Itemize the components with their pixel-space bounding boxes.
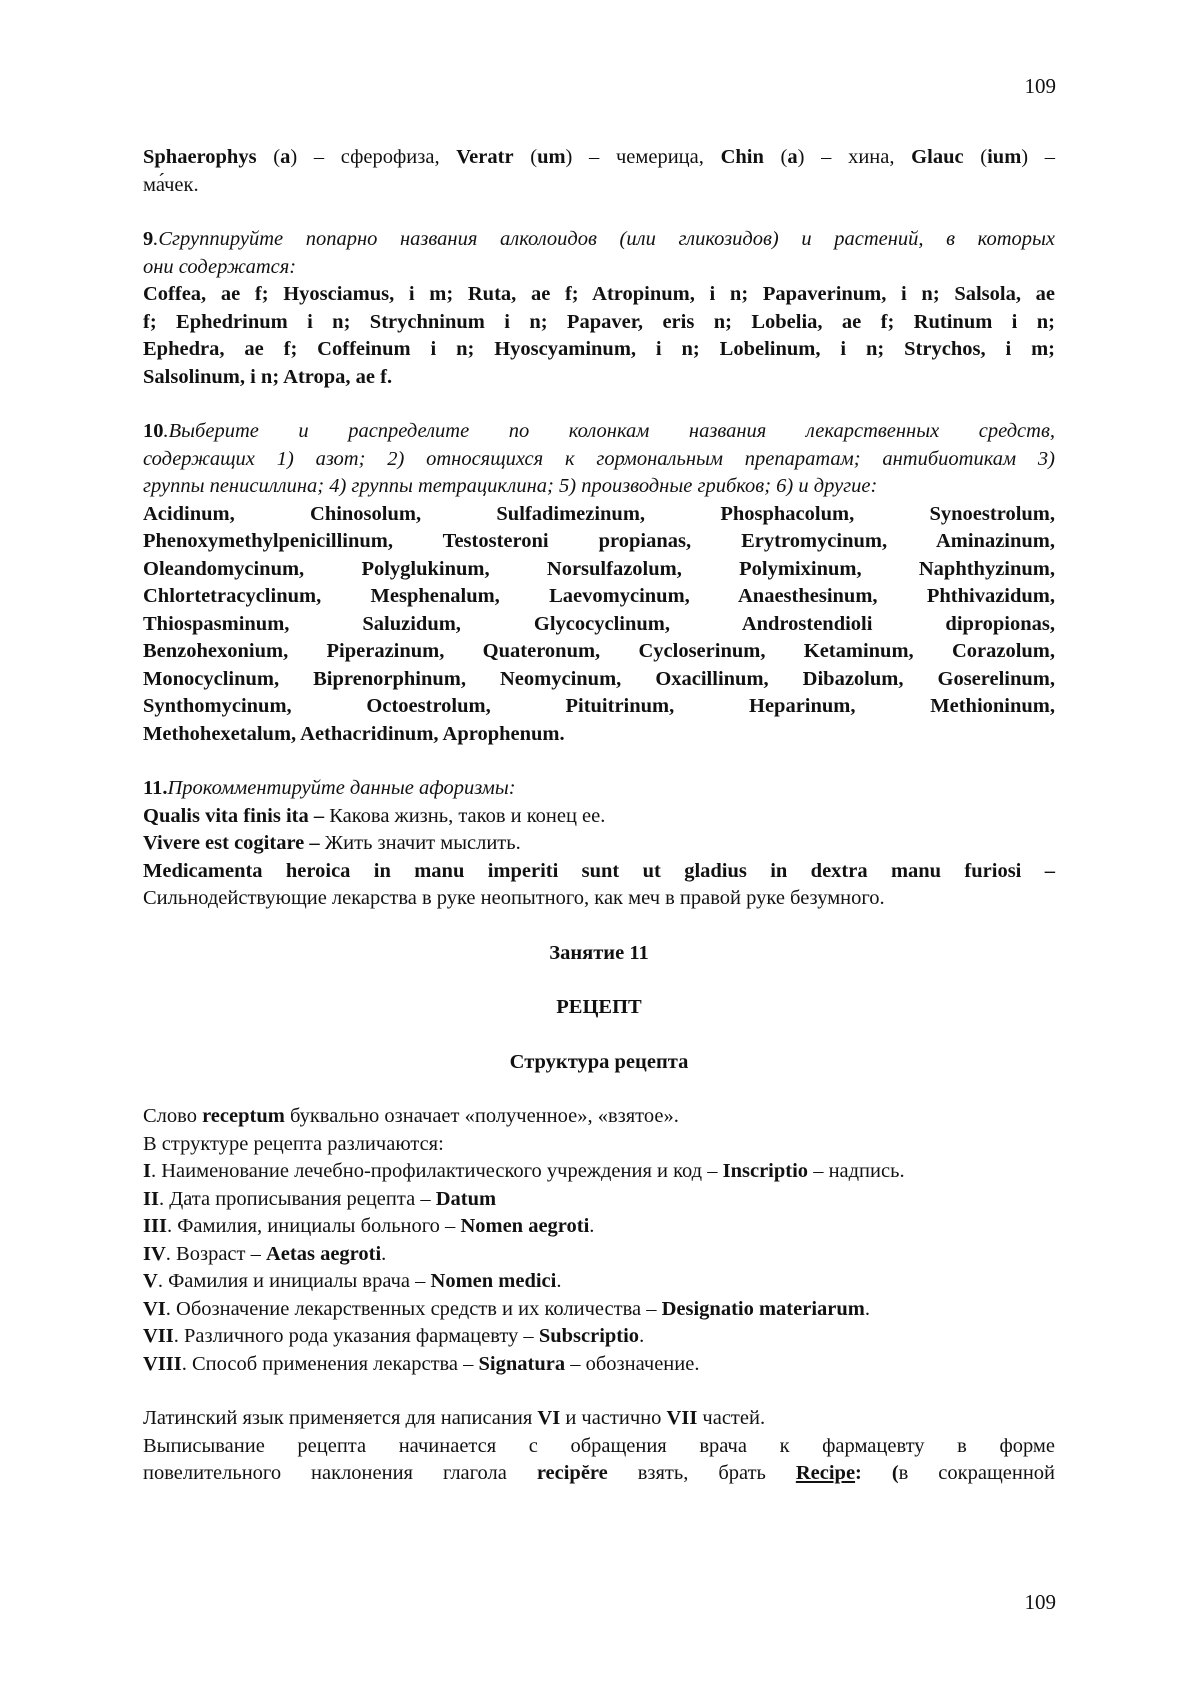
section-heading: РЕЦЕПТ [556,996,642,1018]
receptum-definition: Слово receptum буквально означает «полученное», «взятое». [143,1105,679,1127]
exercise-10-line: Synthomycinum, Octoestrolum, Pituitrinum, Heparinum, Methioninum, [143,695,1055,717]
structure-item: IV. Возраст – Aetas aegroti. [143,1242,387,1265]
structure-item: I. Наименование лечебно-профилактического учреждения и код – Inscriptio – надпись. [143,1160,905,1182]
recipe-paragraph-line-2: повелительного наклонения глагола recipĕre взять, брать Recipe: (в сокращенной [143,1462,1056,1484]
exercise-11-task: 11.Прокомментируйте данные афоризмы: [143,777,516,799]
page-number-top: 109 [1024,74,1056,98]
structure-intro: В структуре рецепта различаются: [143,1132,444,1155]
exercise-9-task: 9.Сгруппируйте попарно названия алколоидов (или гликозидов) и растений, в которых [143,228,1055,250]
aphorism-3-russian: Сильнодействующие лекарства в руке неопытного, как меч в правой руке безумного. [143,887,885,909]
aphorism-2: Vivere est cogitare – Жить значит мыслить. [143,832,521,854]
structure-item: VIII. Способ применения лекарства – Signatura – обозначение. [143,1352,700,1375]
exercise-10-line: Acidinum, Chinosolum, Sulfadimezinum, Phosphacolum, Synoestrolum, [143,502,1055,525]
latin-usage-note: Латинский язык применяется для написания VI и частично VII частей. [143,1407,766,1429]
structure-item: VII. Различного рода указания фармацевту – Subscriptio. [143,1325,645,1347]
exercise-9-line: Ephedra, ae f; Coffeinum i n; Hyoscyaminum, i n; Lobelinum, i n; Strychos, i m; [143,338,1055,360]
exercise-9-line: f; Ephedrinum i n; Strychninum i n; Papaver, eris n; Lobelia, ae f; Rutinum i n; [143,310,1055,333]
exercise-10-task: 10.Выберите и распределите по колонкам названия лекарственных средств, [143,420,1055,442]
recipe-paragraph-line-1: Выписывание рецепта начинается с обращения врача к фармацевту в форме [143,1434,1055,1457]
exercise-10-line: Monocyclinum, Biprenorphinum, Neomycinum, Oxacillinum, Dibazolum, Goserelinum, [143,667,1055,690]
structure-item: VI. Обозначение лекарственных средств и их количества – Designatio materiarum. [143,1297,870,1320]
page-content [143,144,1055,1488]
section-subheading: Структура рецепта [509,1050,689,1073]
lesson-title: Занятие 11 [549,941,649,964]
exercise-9-line: Coffea, ae f; Hyosciamus, i m; Ruta, ae f; Atropinum, i n; Papaverinum, i n; Salsola, ae [143,283,1055,305]
intro-line-1: Sphaerophys (a) – сферофиза, Veratr (um) – чемерица, Chin (a) – хина, Glauc (ium) – [143,146,1056,168]
aphorism-3-latin: Medicamenta heroica in manu imperiti sunt ut gladius in dextra manu furiosi – [143,859,1055,882]
exercise-10-line: Phenoxymethylpenicillinum, Testosteroni propianas, Erytromycinum, Aminazinum, [143,530,1055,552]
exercise-10-line: Chlortetracyclinum, Mesphenalum, Laevomycinum, Anaesthesinum, Phthivazidum, [143,585,1055,607]
exercise-10-line: Methohexetalum, Aethacridinum, Aprophenum. [143,722,565,745]
structure-item: V. Фамилия и инициалы врача – Nomen medici. [143,1270,562,1292]
exercise-9-line: Salsolinum, i n; Atropa, ae f. [143,365,393,388]
page-number-bottom: 109 [1024,1590,1056,1614]
intro-line-2: ма́чек. [143,173,199,196]
aphorism-1: Qualis vita finis ita – Какова жизнь, таков и конец ее. [143,804,606,827]
exercise-10-line: Benzohexonium, Piperazinum, Quateronum, Cycloserinum, Ketaminum, Corazolum, [143,640,1055,662]
exercise-10-task-cont: группы пенисиллина; 4) группы тетрациклина; 5) производные грибков; 6) и другие: [143,475,878,497]
exercise-10-task-cont: содержащих 1) азот; 2) относящихся к гормональным препаратам; антибиотикам 3) [143,447,1055,470]
structure-item: II. Дата прописывания рецепта – Datum [143,1187,497,1210]
exercise-9-task-cont: они содержатся: [143,255,297,278]
exercise-10-line: Thiospasminum, Saluzidum, Glycocyclinum, Androstendioli dipropionas, [143,612,1055,635]
exercise-10-line: Oleandomycinum, Polyglukinum, Norsulfazolum, Polymixinum, Naphthyzinum, [143,557,1055,580]
structure-item: III. Фамилия, инициалы больного – Nomen aegroti. [143,1215,595,1237]
